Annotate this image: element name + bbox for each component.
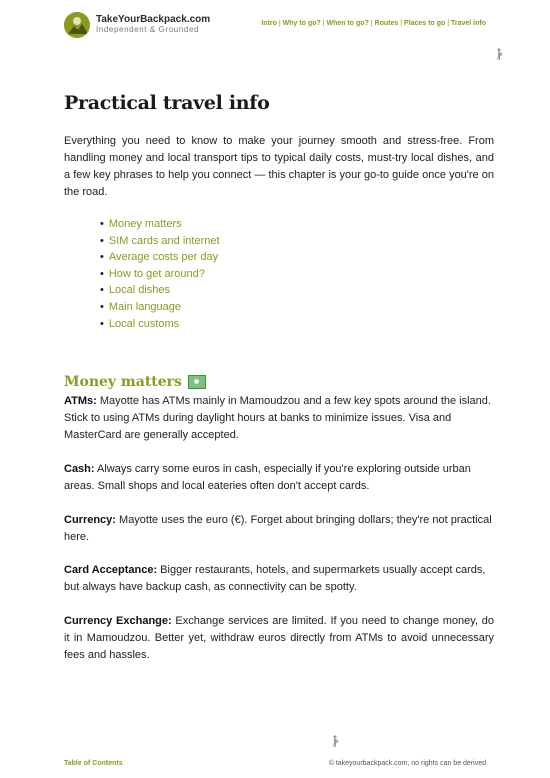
- list-item: [100, 233, 220, 250]
- intro-paragraph: Everything you need to know to make your journey smooth and stress-free. From handling money and local transport tips to typical daily costs, must-try local dishes, and a few key phrases to help you connect — this chapter is your go-to guide once you're on the road.: [64, 135, 494, 198]
- toc-link-local-dishes[interactable]: Local dishes: [108, 284, 171, 297]
- nav-places-to-go[interactable]: Places to go: [404, 20, 446, 27]
- paragraph-card-acceptance: [64, 562, 494, 596]
- hiker-icon: [494, 47, 504, 65]
- section-heading: [64, 374, 206, 390]
- paragraph-text: Always carry some euros in cash, especially if you're exploring outside urban areas. Small shops and local eateries often don't accept cards.: [64, 463, 471, 492]
- paragraph-text: Exchange services are limited. If you need to change money, do it in Mamoudzou. Better yet, withdraw euros directly from ATMs to avoid unnecessary fees and hassles.: [64, 615, 495, 661]
- paragraph-label: Currency:: [64, 514, 116, 526]
- money-bill-icon: [188, 375, 206, 389]
- toc-link-local-customs[interactable]: Local customs: [108, 317, 180, 330]
- toc-link-get-around[interactable]: How to get around?: [108, 267, 205, 280]
- copyright-notice: © takeyourbackpack.com, no rights can be derived: [328, 760, 486, 767]
- nav-when-to-go[interactable]: When to go?: [326, 20, 369, 27]
- nav-travel-info[interactable]: Travel info: [450, 20, 486, 27]
- nav-why-to-go[interactable]: Why to go?: [282, 20, 321, 27]
- brand: [96, 14, 210, 35]
- paragraph-label: Cash:: [64, 463, 95, 475]
- top-navigation: [261, 20, 486, 27]
- paragraph-cash: [64, 461, 494, 495]
- logo-icon[interactable]: [64, 12, 90, 38]
- table-of-contents-link[interactable]: Table of Contents: [64, 760, 123, 767]
- paragraph-currency-exchange: [64, 613, 494, 664]
- nav-intro[interactable]: Intro: [261, 20, 277, 27]
- nav-separator: |: [320, 20, 327, 27]
- paragraph-label: ATMs:: [64, 395, 97, 407]
- section-title: Money matters: [64, 374, 182, 390]
- hiker-icon: [330, 734, 340, 752]
- toc-link-main-language[interactable]: Main language: [108, 300, 182, 313]
- page-header: [0, 0, 550, 50]
- paragraph-label: Card Acceptance:: [64, 564, 158, 576]
- brand-name: TakeYourBackpack.com: [96, 14, 211, 25]
- paragraph-text: Mayotte has ATMs mainly in Mamoudzou and a few key spots around the island. Stick to using ATMs during daylight hours at banks to minimize issues. Visa and MasterCard are generally accepted.: [64, 395, 491, 441]
- chapter-contents: [100, 216, 220, 332]
- list-item: [100, 299, 220, 316]
- list-item: [100, 282, 220, 299]
- paragraph-label: Currency Exchange:: [64, 615, 172, 627]
- list-item: [100, 316, 220, 333]
- toc-link-average-costs[interactable]: Average costs per day: [108, 251, 219, 264]
- nav-routes[interactable]: Routes: [374, 20, 399, 27]
- nav-separator: |: [276, 20, 283, 27]
- paragraph-atms: [64, 393, 494, 444]
- page-title: Practical travel info: [64, 92, 270, 114]
- list-item: [100, 249, 220, 266]
- paragraph-currency: [64, 512, 494, 546]
- paragraph-text: Bigger restaurants, hotels, and supermarkets usually accept cards, but always have backup cash, as connectivity can be spotty.: [64, 564, 486, 593]
- paragraph-text: Mayotte uses the euro (€). Forget about bringing dollars; they're not practical here.: [64, 514, 492, 543]
- nav-separator: |: [368, 20, 375, 27]
- list-item: [100, 266, 220, 283]
- brand-tagline: Independent & Grounded: [96, 25, 200, 34]
- list-item: [100, 216, 220, 233]
- toc-link-money-matters[interactable]: Money matters: [108, 218, 182, 230]
- nav-separator: |: [445, 20, 451, 27]
- nav-separator: |: [398, 20, 405, 27]
- toc-link-sim-cards[interactable]: SIM cards and internet: [108, 234, 220, 247]
